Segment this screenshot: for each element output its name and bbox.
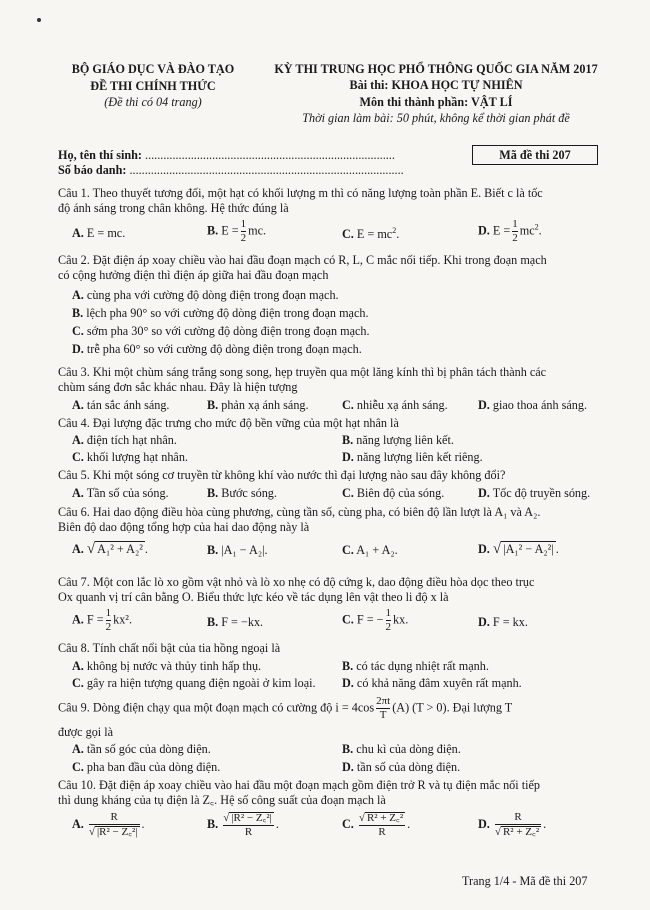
question-5: Câu 5. Khi một sóng cơ truyền từ không khí vào nước thì đại lượng nào sau đây không đổi? (58, 468, 506, 482)
q5-option-c: C. Biên độ của sóng. (342, 486, 445, 500)
question-9: Câu 9. Dòng điện chạy qua một đoạn mạch có cường độ i = 4cos $\frac{2\pi t}{T}$ (A) (T > 0). Đại lượng T (58, 695, 513, 721)
question-6: Câu 6. Hai dao động điều hòa cùng phương, cùng tần số, cùng pha, có biên độ lần lượt là A₁ và A₂. Biên độ dao động tổng hợp của hai dao động này là (58, 505, 541, 535)
q1-line1: Câu 1. Theo thuyết tương đối, một hạt có khối lượng m thì có năng lượng toàn phần E. Biết c là tốc (58, 186, 543, 200)
candidate-name-row (58, 148, 395, 163)
question-3: Câu 3. Khi một chùm sáng trắng song song, hẹp truyền qua một lăng kính thì bị phân tách thành các chùm sáng đơn sắc khác nhau. Đây là hiện tượng (58, 365, 547, 395)
question-7: Câu 7. Một con lắc lò xo gồm vật nhỏ và lò xo nhẹ có độ cứng k, dao động điều hòa dọc theo trục Ox quanh vị trí cân bằng O. Biểu thức lực kéo về tác dụng lên vật theo li độ x là (58, 575, 535, 605)
q6-option-b: B. |A₁ − A₂|. (207, 543, 268, 557)
q3-option-b: B. phản xạ ánh sáng. (207, 398, 309, 412)
q9-line2: được gọi là (58, 725, 114, 739)
q3-option-a: A. tán sắc ánh sáng. (72, 398, 170, 412)
q10-option-c: C. $\frac{\text{√ R² + Z꜀²}}{R}$ . (342, 812, 411, 838)
q1-option-c: C. $E = mc^2$. (342, 226, 400, 242)
id-dots: .......................................................................................... (129, 163, 404, 177)
q1-line2: độ ánh sáng trong chân không. Hệ thức đúng là (58, 201, 289, 216)
q9-option-d: D. tần số của dòng điện. (342, 760, 461, 774)
q1-option-d: D. E = $\frac{1}{2}$ $mc^2$. (478, 218, 542, 244)
question-8: Câu 8. Tính chất nổi bật của tia hồng ngoại là (58, 641, 281, 655)
question-1 (58, 186, 606, 217)
component-line: Môn thi thành phần: VẬT LÍ (359, 95, 513, 109)
question-4: Câu 4. Đại lượng đặc trưng cho mức độ bền vững của một hạt nhân là (58, 416, 399, 430)
q4-option-d: D. năng lượng liên kết riêng. (342, 450, 483, 464)
q2-option-b: B. lệch pha 90° so với cường độ dòng điện trong đoạn mạch. (72, 306, 369, 320)
q2-option-c: C. sớm pha 30° so với cường độ dòng điện trong đoạn mạch. (72, 324, 370, 338)
ministry-name: BỘ GIÁO DỤC VÀ ĐÀO TẠO (71, 62, 235, 76)
q4-option-c: C. khối lượng hạt nhân. (72, 450, 188, 464)
q6-option-a: A. √ A₁² + A₂² . (72, 541, 148, 557)
exam-title: KỲ THI TRUNG HỌC PHỔ THÔNG QUỐC GIA NĂM 2017 (274, 62, 598, 76)
q9-option-b: B. chu kì của dòng điện. (342, 742, 461, 756)
q8-option-a: A. không bị nước và thủy tinh hấp thụ. (72, 659, 262, 673)
id-label: Số báo danh: (58, 163, 127, 177)
q3-option-c: C. nhiễu xạ ánh sáng. (342, 398, 448, 412)
question-2: Câu 2. Đặt điện áp xoay chiều vào hai đầu đoạn mạch có R, L, C mắc nối tiếp. Khi trong đoạn mạch có cộng hưởng điện thì điện áp giữa hai đầu đoạn mạch (58, 253, 547, 283)
pages-note: (Đề thi có 04 trang) (104, 95, 202, 109)
q7-option-c: C. F = − $\frac{1}{2}$ kx. (342, 607, 409, 633)
q4-option-b: B. năng lượng liên kết. (342, 433, 454, 447)
q7-option-a: A. F = $\frac{1}{2}$ kx². (72, 607, 132, 633)
q3-option-d: D. giao thoa ánh sáng. (478, 398, 587, 412)
scan-mark (37, 18, 41, 22)
q8-option-d: D. có khả năng đâm xuyên rất mạnh. (342, 676, 522, 690)
question-10: Câu 10. Đặt điện áp xoay chiều vào hai đầu một đoạn mạch gồm điện trở R và tụ điện mắc nối tiếp thì dung kháng của tụ điện là Z꜀. Hệ số công suất của đoạn mạch là (58, 778, 540, 808)
page-footer: Trang 1/4 - Mã đề thi 207 (462, 874, 588, 888)
time-line: Thời gian làm bài: 50 phút, không kể thời gian phát đề (302, 111, 570, 125)
q5-option-d: D. Tốc độ truyền sóng. (478, 486, 591, 500)
q5-option-b: B. Bước sóng. (207, 486, 277, 500)
q1-option-b: B. E = $\frac{1}{2}$ mc. (207, 218, 267, 244)
q8-option-b: B. có tác dụng nhiệt rất mạnh. (342, 659, 489, 673)
subject-line: Bài thi: KHOA HỌC TỰ NHIÊN (349, 78, 523, 92)
candidate-id-row (58, 163, 404, 178)
q6-option-c: C. A₁ + A₂. (342, 543, 398, 557)
q9-option-c: C. pha ban đầu của dòng điện. (72, 760, 221, 774)
q10-option-a: A. $\frac{R}{\text{√ |R² − Z꜀²|}}$ . (72, 811, 145, 838)
q1-option-a: A. E = mc. (72, 226, 126, 240)
q7-option-d: D. F = kx. (478, 615, 528, 629)
q8-option-c: C. gây ra hiện tượng quang điện ngoài ở kim loại. (72, 676, 316, 690)
q6-option-d: D. √ |A₁² − A₂²| . (478, 541, 559, 557)
q7-option-b: B. F = −kx. (207, 615, 264, 629)
q2-option-a: A. cùng pha với cường độ dòng điện trong đoạn mạch. (72, 288, 339, 302)
q10-option-b: B. $\frac{\text{√ |R² − Z꜀²|}}{R}$ . (207, 812, 279, 838)
q10-option-d: D. $\frac{R}{\text{√ R² + Z꜀²}}$ . (478, 811, 547, 838)
q9-option-a: A. tần số góc của dòng điện. (72, 742, 211, 756)
q5-option-a: A. Tần số của sóng. (72, 486, 169, 500)
q4-option-a: A. điện tích hạt nhân. (72, 433, 177, 447)
name-dots: .................................................................................. (145, 148, 395, 162)
name-label: Họ, tên thí sinh: (58, 148, 142, 162)
official-exam: ĐỀ THI CHÍNH THỨC (90, 79, 216, 93)
q2-option-d: D. trễ pha 60° so với cường độ dòng điện trong đoạn mạch. (72, 342, 362, 356)
exam-code-box: Mã đề thi 207 (472, 145, 598, 165)
